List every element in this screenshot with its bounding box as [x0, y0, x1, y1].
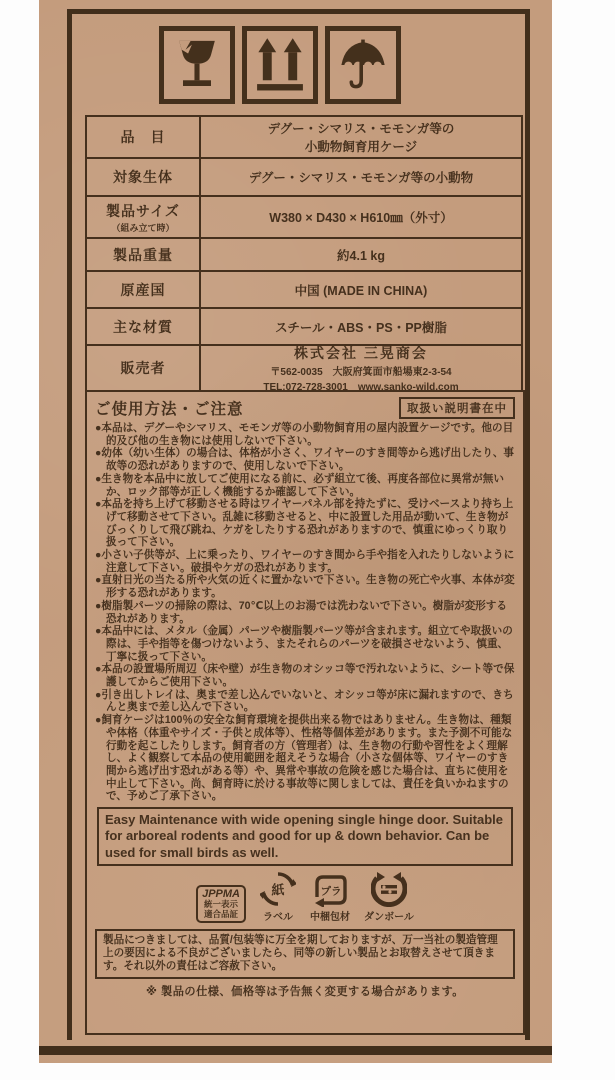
row-value: デグー・シマリス・モモンガ等の 小動物飼育用ケージ: [267, 122, 455, 154]
fragile-glass-icon: [159, 26, 235, 104]
row-value: デグー・シマリス・モモンガ等の小動物: [248, 171, 474, 185]
table-row-country-of-origin: [87, 272, 521, 309]
recycle-marks-row: [95, 871, 515, 923]
cardboard-recycle-icon: [371, 871, 407, 907]
cardboard-panel: [39, 0, 552, 1063]
warning-item: ●本品の設置場所周辺（床や壁）が生き物のオシッコ等で汚れないように、シート等で保護してからご使用下さい。: [95, 663, 515, 689]
spec-change-note: ※ 製品の仕様、価格等は予告無く変更する場合があります。: [146, 985, 464, 998]
warning-item: ●本品は、デグーやシマリス、モモンガ等の小動物飼育用の屋内設置ケージです。他の目的及び他の生き物には使用しないで下さい。: [95, 422, 514, 447]
mark-label: ラベル: [263, 911, 293, 923]
cardboard-recycle-mark: [364, 871, 414, 923]
svg-text:プラ: プラ: [320, 885, 342, 898]
plastic-recycle-mark: [310, 873, 350, 923]
mark-label: 中梱包材: [310, 911, 350, 923]
table-row-materials: [87, 309, 521, 346]
plastic-recycle-icon: [311, 873, 349, 907]
this-way-up-icon: [242, 26, 318, 104]
row-label: 原産国: [87, 272, 201, 307]
row-label: 製品サイズ （組み立て時）: [87, 197, 201, 237]
row-label: 主な材質: [87, 309, 201, 344]
table-row-seller: [87, 345, 521, 393]
row-label: 対象生体: [87, 159, 201, 195]
warning-item: ●飼育ケージは100％の安全な飼育環境を提供出来る物ではありません。生き物は、種類や体格（体重やサイズ・子供と成体等）、性格等個体差があります。また予測不可能な行動を起こしたりします。飼育者の方（管理者）は、生き物の行動や習性をよく理解し、よく観察して本品の使用範囲を超えそうな場合（小さな個体等、ワイヤーのすき間から逃げ出す恐れがある等）や、異常や事故の危険を感じた場合は、直ちに使用を中止して下さい。尚、飼育時に於ける事故等に関しましては、責任を負いかねますので、予めご了承下さい。: [95, 714, 513, 803]
paper-recycle-icon: [260, 871, 296, 907]
row-label: 販売者: [87, 346, 201, 390]
row-label: 製品重量: [87, 239, 201, 270]
manual-included-badge: 取扱い説明書在中: [399, 397, 515, 419]
row-value: 中国 (MADE IN CHINA): [294, 283, 428, 298]
warning-item: ●幼体（幼い生体）の場合は、体格が小さく、ワイヤーのすき間等から逃げ出したり、事故等の恐れがありますので、使用しないで下さい。: [95, 447, 515, 473]
warning-bullet-list: [95, 422, 515, 803]
table-row-item: [87, 117, 521, 159]
warning-item: ●直射日光の当たる所や火気の近くに置かないで下さい。生き物の死亡や火事、本体が変形する恐れがあります。: [95, 574, 515, 600]
guarantee-note-box: 製品につきましては、品質/包装等に万全を期しておりますが、万一当社の製造管理上の要因による不良がございましたら、同等の新しい製品とお取替えさせて頂きます。それ以外の責任はご容赦下さい。: [95, 929, 515, 979]
row-value: 株式会社 三晃商会 〒562-0035 大阪府箕面市船場東2-3-54 TEL:072-728-3001 www.sanko-wild.com: [263, 345, 459, 393]
warning-item: ●生き物を本品中に放してご使用になる前に、必ず組立て後、再度各部位に異常が無いか、ロック部等が正しく機能するか確認して下さい。: [95, 472, 504, 498]
box-fold-line: [39, 1046, 552, 1055]
notice-header: [95, 397, 515, 419]
notice-title: ご使用方法・ご注意: [95, 401, 244, 418]
usage-notice-section: [85, 390, 525, 1035]
svg-text:紙: 紙: [271, 882, 285, 898]
jppma-certification-badge: JPPMA 統一表示 適合品証: [196, 885, 246, 923]
warning-item: ●樹脂製パーツの掃除の際は、70℃以上のお湯では洗わないで下さい。樹脂が変形する恐れがあります。: [95, 599, 507, 625]
row-value: W380 × D430 × H610㎜（外寸）: [269, 211, 453, 225]
handling-icons-row: [159, 26, 401, 104]
warning-item: ●本品中には、メタル（金属）パーツや樹脂製パーツ等が含まれます。組立てや取扱いの際は、手や指等を傷つけないよう、またそれらのパーツを破損させないよう、慎重、丁寧に扱って下さい。: [95, 625, 513, 663]
warning-item: ●本品を持ち上げて移動させる時はワイヤーパネル部を持たずに、受けベースより持ち上げて移動させて下さい。乱雑に移動させると、中に設置した用品が動いて、生き物がびっくりして飛び跳ね、ケガをしたりする恐れがありますので、慎重にゆっくり取り扱って下さい。: [95, 498, 514, 549]
english-note-box: Easy Maintenance with wide opening single hinge door. Suitable for arboreal rodents and good for up & down behavior. Can be used for small birds as well.: [97, 807, 513, 866]
warning-item: ●引き出しトレイは、奥まで差し込んでいないと、オシッコ等が床に漏れますので、きちんと奥まで差し込んで下さい。: [95, 688, 514, 714]
row-value: スチール・ABS・PS・PP樹脂: [275, 320, 447, 335]
warning-item: ●小さい子供等が、上に乗ったり、ワイヤーのすき間から手や指を入れたりしないように注意して下さい。破損やケガの恐れがあります。: [95, 549, 515, 574]
mark-label: ダンボール: [364, 911, 414, 923]
paper-recycle-mark: [260, 871, 296, 923]
table-row-product-size: [87, 197, 521, 239]
table-row-target-animals: [87, 159, 521, 197]
table-row-product-weight: [87, 239, 521, 272]
spec-table: [85, 115, 523, 392]
row-value: 約4.1 kg: [337, 248, 385, 263]
row-label: 品 目: [87, 117, 201, 157]
keep-dry-umbrella-icon: [325, 26, 401, 104]
